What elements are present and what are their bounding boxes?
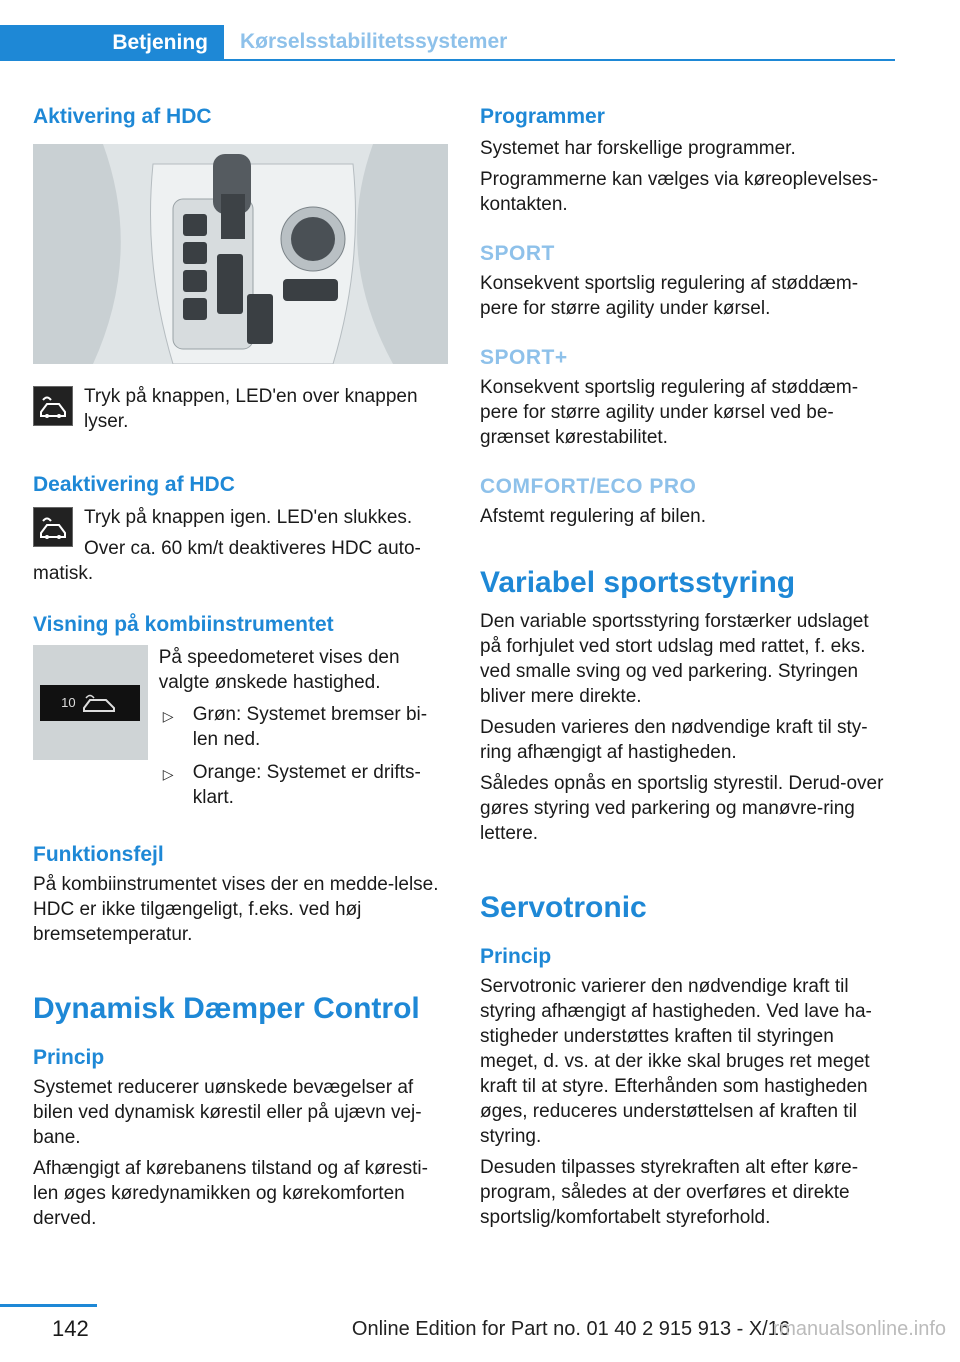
watermark: rmanualsonline.info: [772, 1318, 946, 1340]
triangle-bullet-icon: ▷: [162, 766, 174, 782]
vss-text-1: Den variable sportsstyring forstærker udslaget på forhjulet ved stort udslag med rattet, f. eks. ved smalle sving og ved parkering. Styringen bliver mere direkte.: [480, 611, 869, 707]
ddc-principle-heading: Princip: [33, 1046, 105, 1069]
kombi-display-heading: Visning på kombiinstrumentet: [33, 613, 334, 636]
hdc-activation-heading: Aktivering af HDC: [33, 105, 212, 128]
kombi-display-section: [33, 645, 448, 810]
hdc-button-icon: [33, 507, 73, 547]
fault-heading: Funktionsfejl: [33, 843, 164, 866]
hdc-auto-deactivation-text: Over ca. 60 km/t deaktiveres HDC auto-: [84, 538, 421, 559]
kombi-display-image: [33, 645, 148, 760]
servotronic-text-2: Desuden tilpasses styrekraften alt efter køre-program, således at der overføres et direkte sportslig/komfortabelt styreforhold.: [480, 1157, 859, 1228]
hdc-activation-text: Tryk på knappen, LED'en over knappen lyser.: [84, 386, 418, 432]
footer-rule: [0, 1304, 97, 1307]
hdc-button-icon: [33, 386, 73, 426]
page-header: [0, 25, 895, 61]
triangle-bullet-icon: ▷: [162, 708, 174, 724]
speedometer-hdc-icon: [40, 685, 140, 721]
servotronic-heading: Servotronic: [480, 891, 647, 924]
ddc-heading: Dynamisk Dæmper Control: [33, 992, 420, 1025]
edition-note: Online Edition for Part no. 01 40 2 915 913 - X/16: [351, 1318, 790, 1340]
list-item: [159, 702, 448, 752]
header-rule: [0, 59, 895, 61]
vss-heading: Variabel sportsstyring: [480, 566, 796, 599]
hdc-auto-deactivation-text-cont: matisk.: [33, 563, 94, 584]
left-column: [33, 104, 448, 1231]
comfort-text: Afstemt regulering af bilen.: [480, 506, 707, 527]
kombi-display-text: På speedometeret vises den valgte ønskede hastighed.: [158, 647, 400, 693]
speed-value: 10: [61, 695, 76, 710]
programs-text-1: Systemet har forskellige programmer.: [480, 138, 796, 159]
bullet-green-text: Grøn: Systemet bremser bi-len ned.: [192, 704, 428, 750]
ddc-text-1: Systemet reducerer uønskede bevægelser af bilen ved dynamisk kørestil eller på ujævn vej-bane.: [33, 1077, 422, 1148]
tab-betjening[interactable]: Betjening: [0, 25, 224, 61]
comfort-heading: COMFORT/ECO PRO: [480, 475, 697, 498]
page-number: 142: [52, 1316, 89, 1341]
sport-text: Konsekvent sportslig regulering af støddæm-pere for større agility under kørsel.: [480, 273, 859, 319]
servotronic-principle-heading: Princip: [480, 945, 552, 968]
vss-text-3: Således opnås en sportslig styrestil. Derud-over gøres styring ved parkering og manøvre-ring lettere.: [480, 773, 884, 844]
sportplus-text: Konsekvent sportslig regulering af støddæm-pere for større agility under kørsel ved be-grænset kørestabilitet.: [480, 377, 859, 448]
sportplus-heading: SPORT+: [480, 346, 568, 369]
hdc-activation-instruction: [33, 386, 448, 434]
list-item: [159, 760, 448, 810]
right-column: [480, 104, 895, 1230]
hdc-deactivation-text: Tryk på knappen igen. LED'en slukkes.: [84, 507, 413, 528]
programs-heading: Programmer: [480, 105, 605, 128]
bullet-orange-text: Orange: Systemet er drifts-klart.: [192, 762, 421, 808]
fault-text: På kombiinstrumentet vises der en medde-lelse. HDC er ikke tilgængeligt, f.eks. ved høj bremsetemperatur.: [33, 874, 439, 945]
servotronic-text-1: Servotronic varierer den nødvendige kraft til styring afhængigt af hastigheden. Ved lave ha-stigheder understøttes kraften til styringen meget, d. vs. at der ikke skal bruges ret meget kraft til at styre. Efterhånden som hastigheden øges, reduceres understøttelsen af kraften til styring.: [480, 976, 872, 1147]
hdc-deactivation-instruction: [33, 505, 448, 561]
gear-console-illustration: [33, 144, 448, 364]
sport-heading: SPORT: [480, 242, 555, 265]
gear-console-photo: [33, 144, 448, 364]
programs-text-2: Programmerne kan vælges via køreoplevelses-kontakten.: [480, 169, 879, 215]
vss-text-2: Desuden varieres den nødvendige kraft til sty-ring afhængigt af hastigheden.: [480, 717, 868, 763]
hdc-deactivation-heading: Deaktivering af HDC: [33, 473, 235, 496]
tab-korselsstabilitetssystemer[interactable]: Kørselsstabilitetssystemer: [240, 30, 508, 53]
ddc-text-2: Afhængigt af kørebanens tilstand og af køresti-len øges køredynamikken og kørekomforten derved.: [33, 1158, 428, 1229]
